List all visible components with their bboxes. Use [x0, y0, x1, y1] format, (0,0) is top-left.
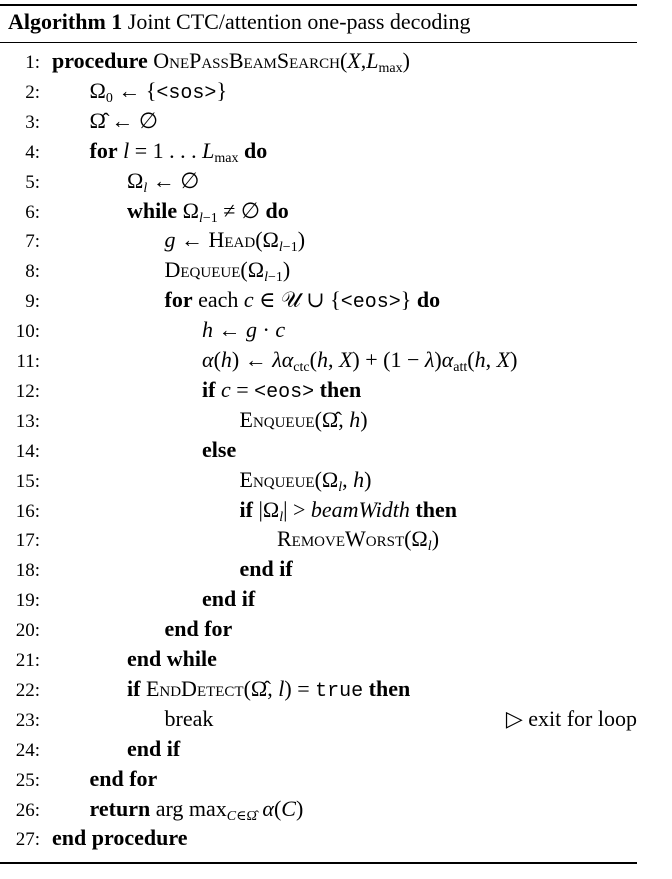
line-number: 9: [25, 291, 40, 313]
line-number: 17: [15, 530, 40, 552]
algorithm-line [0, 317, 637, 347]
line-number: 16: [15, 500, 40, 522]
line-code: end if [127, 735, 181, 761]
line-number: 23: [15, 709, 40, 731]
line-number: 7: [25, 231, 40, 253]
line-number: 20: [15, 620, 40, 642]
line-code: break [164, 705, 214, 731]
line-code: while $\Omega_{l-1}$ ≠ ∅ do [127, 197, 289, 226]
line-number: 6: [25, 201, 40, 223]
line-code: if c = <eos> then [202, 376, 362, 404]
algorithm-line [0, 706, 637, 736]
line-number: 13: [15, 410, 40, 432]
algorithm-line [0, 825, 637, 855]
line-number: 3: [25, 111, 40, 133]
line-code: end for [164, 616, 233, 642]
line-code: for l = 1 . . . $L_{max}$ do [89, 137, 268, 166]
line-number: 5: [25, 171, 40, 193]
algorithm-line [0, 257, 637, 287]
algorithm-line [0, 437, 637, 467]
line-code: for each c ∈ 𝒰 ∪ {<eos>} do [164, 287, 441, 315]
line-number: 15: [15, 470, 40, 492]
algorithm-line [0, 646, 637, 676]
line-number: 27: [15, 829, 40, 851]
algorithm-line [0, 497, 637, 527]
line-code: if EndDetect(Ω̂, l) = true then [127, 675, 411, 703]
algorithm-line [0, 796, 637, 826]
algorithm-line [0, 78, 637, 108]
line-code: return arg $\max_{C\in\Omegâ} \alpha(C)$ [89, 795, 304, 824]
algorithm-line [0, 407, 637, 437]
line-code: Enqueue(Ω̂, h) [239, 406, 368, 432]
line-code: g ← $Head(\Omega_{l-1})$ [164, 227, 306, 256]
line-number: 8: [25, 261, 40, 283]
line-code: $RemoveWorst(\Omega_l)$ [277, 526, 440, 555]
line-code: if $|\Omega_l|$ > beamWidth then [239, 496, 457, 525]
algorithm-line [0, 347, 637, 377]
line-number: 18: [15, 560, 40, 582]
line-comment: ▷ exit for loop [505, 705, 637, 731]
algorithm-line [0, 586, 637, 616]
line-code: end while [127, 646, 217, 671]
line-number: 19: [15, 590, 40, 612]
line-number: 22: [15, 679, 40, 701]
line-code: else [202, 436, 237, 462]
algorithm-line [0, 676, 637, 706]
algorithm-line [0, 287, 637, 317]
line-number: 1: [25, 52, 40, 73]
algorithm-line [0, 168, 637, 198]
algorithm-line [0, 766, 637, 796]
algorithm-line [0, 556, 637, 586]
algorithm-line [0, 227, 637, 257]
algorithm-label: Algorithm 1 [8, 9, 123, 34]
line-code: $\Omega_0$ ← {<sos>} [89, 77, 227, 106]
algorithm-line [0, 616, 637, 646]
line-code: procedure $OnePassBeamSearch(X,L_{max})$ [52, 48, 410, 76]
algorithm-line [0, 48, 637, 78]
line-number: 14: [15, 440, 40, 462]
line-number: 21: [15, 650, 40, 671]
algorithm-line [0, 736, 637, 766]
line-code: end if [239, 556, 293, 582]
line-code: $Dequeue(\Omega_{l-1})$ [164, 257, 291, 286]
line-code: end if [202, 586, 256, 612]
line-code: end procedure [52, 825, 188, 851]
algorithm-line [0, 198, 637, 228]
algorithm-line [0, 108, 637, 138]
top-rule [0, 4, 637, 6]
line-code: α(h) ← $\lambda\alpha_{ctc}(h$, $X) + (1 - \lambda)\alpha_{att}(h$, X) [202, 347, 518, 375]
line-code: end for [89, 765, 158, 791]
line-number: 2: [25, 81, 40, 103]
line-code: $\Omega_l$ ← ∅ [127, 167, 200, 196]
line-number: 11: [16, 351, 40, 372]
line-code: Ω̂ ← ∅ [89, 107, 159, 133]
algorithm-line [0, 138, 637, 168]
line-number: 24: [15, 739, 40, 761]
algorithm-line [0, 377, 637, 407]
line-number: 25: [15, 769, 40, 791]
line-code: $Enqueue(\Omega_l$, h) [239, 466, 372, 495]
line-number: 10: [15, 321, 40, 343]
line-number: 26: [15, 799, 40, 821]
algorithm-caption [8, 9, 471, 35]
algorithm-line [0, 467, 637, 497]
bottom-rule [0, 862, 637, 864]
algorithm-line [0, 526, 637, 556]
algorithm-title: Joint CTC/attention one-pass decoding [127, 9, 471, 34]
line-number: 12: [15, 380, 40, 402]
line-code: h ← g · c [202, 317, 286, 343]
line-number: 4: [25, 141, 40, 163]
caption-rule [0, 42, 637, 43]
